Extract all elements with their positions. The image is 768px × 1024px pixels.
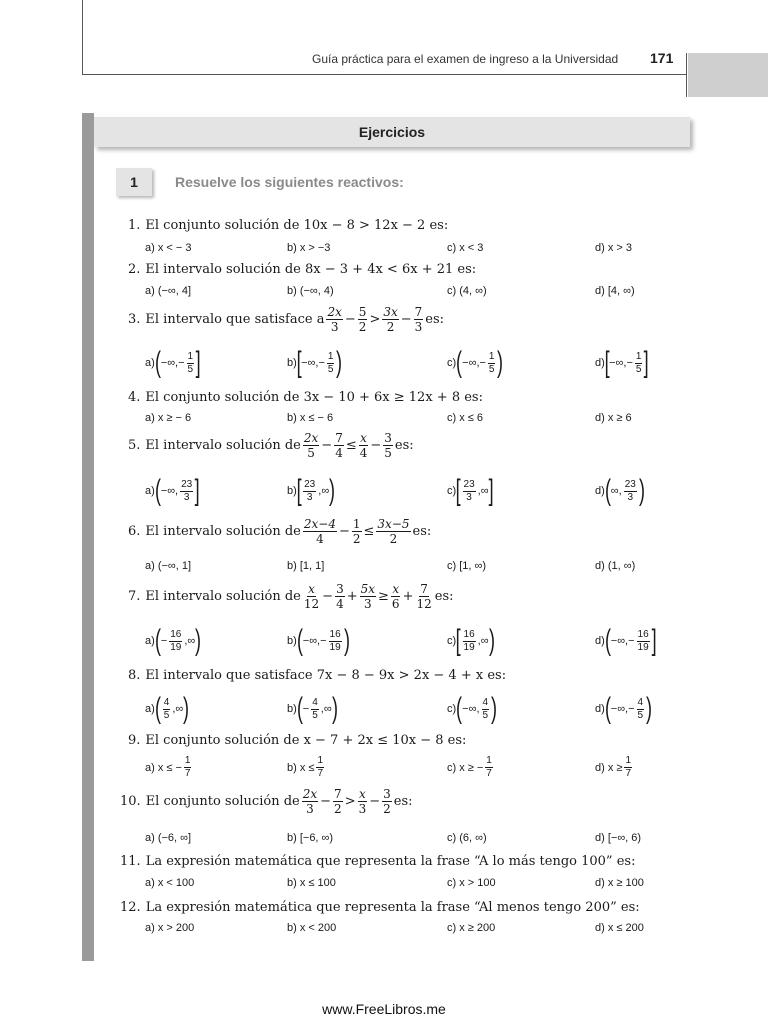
question-text: El intervalo solución de: [145, 589, 301, 604]
fraction: $\frac{2x}{3}$: [302, 787, 318, 816]
question-text-end: es:: [425, 312, 445, 327]
option-d: d) [4, ∞): [595, 285, 635, 297]
option-d: d) [ −∞,− $\frac{1}{5}$ ]: [595, 346, 650, 379]
question-number: 2.: [128, 262, 141, 277]
question-number: 3.: [128, 312, 141, 327]
fraction: $\frac{7}{4}$: [335, 431, 343, 460]
fraction: $\frac{x}{3}$: [358, 787, 367, 816]
question-3: 3. El intervalo que satisface a $\frac{2x}{3}$ − $\frac{5}{2}$ > $\frac{3x}{2}$ − $\frac{7}{3}$ es:: [128, 305, 445, 334]
exercise-instruction: Resuelve los siguientes reactivos:: [175, 174, 404, 190]
option-c: c) x ≤ 6: [447, 412, 483, 424]
question-text: El conjunto solución de: [145, 794, 300, 809]
option-d: d) ( −∞,− $\frac{16}{19}$ ]: [595, 624, 657, 657]
question-11: [120, 854, 635, 869]
option-c: c) x < 3: [447, 242, 484, 254]
option-d: d) x ≥ $\frac{1}{7}$: [595, 755, 631, 779]
option-a: a) x < − 3: [145, 242, 192, 254]
question-10: 10. El conjunto solución de $\frac{2x}{3}$ − $\frac{7}{2}$ > $\frac{x}{3}$ − $\frac{3}{2}$ es:: [120, 787, 413, 816]
fraction: $\frac{3}{2}$: [383, 787, 391, 816]
option-a: a) x ≤ − $\frac{1}{7}$: [145, 755, 191, 779]
question-text-end: es:: [434, 589, 454, 604]
section-side-bar: [82, 113, 94, 961]
option-a: a) ( −∞,− $\frac{1}{5}$ ]: [145, 346, 201, 379]
question-text: El intervalo solución de 8x − 3 + 4x < 6x + 21 es:: [145, 262, 477, 277]
option-b: b) x ≤ $\frac{1}{7}$: [287, 755, 323, 779]
page-number: 171: [650, 50, 674, 66]
option-c: c) x ≥ 200: [447, 922, 496, 934]
question-number: 5.: [128, 438, 141, 453]
option-a: a) (−∞, 4]: [145, 285, 192, 297]
option-a: a) (−6, ∞]: [145, 832, 192, 844]
question-text-end: es:: [412, 524, 432, 539]
fraction: $\frac{2x}{3}$: [327, 305, 342, 334]
question-text: El conjunto solución de 10x − 8 > 12x − 2 es:: [145, 218, 449, 233]
option-b: b) (−∞, 4): [287, 285, 334, 297]
question-number: 12.: [120, 900, 141, 915]
option-c: c) ( −∞,− $\frac{1}{5}$ ): [447, 346, 504, 379]
fraction: $\frac{7}{3}$: [414, 305, 423, 334]
option-c: c) [ $\frac{16}{19}$ , ∞ ): [447, 624, 495, 657]
option-a: a) ( −∞, $\frac{23}{3}$ ]: [145, 474, 200, 507]
option-b: b) x < 200: [287, 922, 337, 934]
option-a: a) x < 100: [145, 877, 195, 889]
option-b: b) x ≤ 100: [287, 877, 336, 889]
fraction: $\frac{2x}{5}$: [303, 431, 319, 460]
question-text: El intervalo que satisface 7x − 8 − 9x > 2x − 4 + x es:: [145, 668, 507, 683]
question-number: 9.: [128, 733, 141, 748]
question-number: 6.: [128, 524, 141, 539]
option-c: c) ( −∞, $\frac{4}{5}$ ): [447, 692, 498, 725]
fraction: $\frac{5}{2}$: [358, 305, 367, 334]
option-c: c) [1, ∞): [447, 560, 487, 572]
question-6: 6. El intervalo solución de $\frac{2x-4}{4}$ − $\frac{1}{2}$ ≤ $\frac{3x-5}{2}$ es:: [128, 517, 432, 546]
option-c: c) x > 100: [447, 877, 496, 889]
fraction: $\frac{3}{5}$: [384, 431, 392, 460]
question-1: [128, 218, 448, 233]
fraction: $\frac{1}{2}$: [352, 517, 361, 546]
option-b: b) [1, 1]: [287, 560, 325, 572]
question-text: La expresión matemática que representa la frase “Al menos tengo 200” es:: [145, 900, 640, 915]
option-d: d) (1, ∞): [595, 560, 636, 572]
option-d: d) ( ∞ , $\frac{23}{3}$ ): [595, 474, 645, 507]
fraction: $\frac{x}{4}$: [359, 431, 368, 460]
question-text: El intervalo solución de: [145, 438, 301, 453]
question-5: 5. El intervalo solución de $\frac{2x}{5}$ − $\frac{7}{4}$ ≤ $\frac{x}{4}$ − $\frac{3}{5}$ es:: [128, 431, 414, 460]
question-text-end: es:: [394, 438, 414, 453]
fraction: $\frac{5x}{3}$: [360, 582, 376, 611]
exercise-number-box: 1: [116, 168, 152, 196]
fraction: $\frac{3x}{2}$: [383, 305, 398, 334]
option-c: c) (6, ∞): [447, 832, 487, 844]
option-b: b) ( −∞,− $\frac{16}{19}$ ): [287, 624, 350, 657]
fraction: $\frac{2x-4}{4}$: [303, 517, 336, 546]
question-text: El intervalo solución de: [145, 524, 301, 539]
option-a: a) ( $\frac{4}{5}$ , ∞ ): [145, 692, 190, 725]
option-d: d) x > 3: [595, 242, 632, 254]
question-number: 11.: [120, 854, 141, 869]
option-d: d) x ≤ 200: [595, 922, 644, 934]
question-text: La expresión matemática que representa la frase “A lo más tengo 100” es:: [145, 854, 636, 869]
option-d: d) ( −∞,− $\frac{4}{5}$ ): [595, 692, 653, 725]
option-a: a) (−∞, 1]: [145, 560, 192, 572]
question-text-end: es:: [393, 794, 413, 809]
header-frame-bottom-rule: [82, 74, 686, 75]
chapter-side-tab: [688, 53, 768, 97]
header-frame-left-rule: [82, 0, 83, 75]
fraction: $\frac{x}{6}$: [391, 582, 400, 611]
option-b: b) [ $\frac{23}{3}$ , ∞ ): [287, 474, 336, 507]
header-frame-right-rule: [686, 53, 687, 97]
fraction: $\frac{3}{4}$: [336, 582, 344, 611]
option-d: d) [−∞, 6): [595, 832, 642, 844]
fraction: $\frac{7}{12}$: [416, 582, 432, 611]
question-text: El conjunto solución de 3x − 10 + 6x ≥ 12x + 8 es:: [145, 390, 483, 405]
option-d: d) x ≥ 100: [595, 877, 644, 889]
footer-url[interactable]: www.FreeLibros.me: [322, 1001, 446, 1017]
option-c: c) (4, ∞): [447, 285, 487, 297]
section-title: Ejercicios: [358, 124, 426, 140]
running-head: Guía práctica para el examen de ingreso a la Universidad: [312, 52, 619, 66]
question-number: 4.: [128, 390, 141, 405]
option-a: a) ( − $\frac{16}{19}$ , ∞ ): [145, 624, 202, 657]
question-number: 10.: [120, 794, 141, 809]
question-2: [128, 262, 476, 277]
question-9: [128, 733, 466, 748]
option-b: b) x > −3: [287, 242, 331, 254]
option-d: d) x ≥ 6: [595, 412, 632, 424]
question-4: [128, 390, 483, 405]
question-text: El intervalo que satisface a: [145, 312, 325, 327]
option-b: b) x ≤ − 6: [287, 412, 334, 424]
option-b: b) [ −∞,− $\frac{1}{5}$ ): [287, 346, 343, 379]
fraction: $\frac{3x-5}{2}$: [377, 517, 410, 546]
option-a: a) x ≥ − 6: [145, 412, 192, 424]
option-b: b) [−6, ∞): [287, 832, 334, 844]
option-b: b) ( − $\frac{4}{5}$ , ∞ ): [287, 692, 338, 725]
question-12: [120, 900, 640, 915]
question-number: 1.: [128, 218, 141, 233]
question-text: El conjunto solución de x − 7 + 2x ≤ 10x − 8 es:: [145, 733, 467, 748]
option-c: c) [ $\frac{23}{3}$ , ∞ ]: [447, 474, 494, 507]
option-a: a) x > 200: [145, 922, 195, 934]
option-c: c) x ≥ − $\frac{1}{7}$: [447, 755, 492, 779]
section-banner: [94, 117, 690, 147]
question-number: 7.: [128, 589, 141, 604]
question-number: 8.: [128, 668, 141, 683]
question-7: 7. El intervalo solución de $\frac{x}{12}$ − $\frac{3}{4}$ + $\frac{5x}{3}$ ≥ $\frac{x}{6}$ + $\frac{7}{12}$ es:: [128, 582, 454, 611]
fraction: $\frac{7}{2}$: [334, 787, 342, 816]
question-8: [128, 668, 506, 683]
fraction: $\frac{x}{12}$: [303, 582, 320, 611]
